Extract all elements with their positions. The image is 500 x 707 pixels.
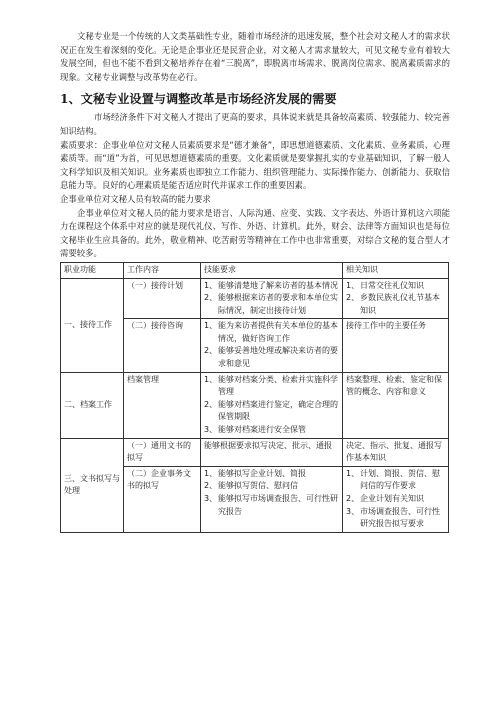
- content-cell: （二）接待咨询: [124, 319, 201, 372]
- knowledge-cell: 决定、指示、批复、通报写作基本知识: [343, 438, 449, 466]
- skill-item: 能为来访者提供有关本单位的基本情况，做好咨询工作: [218, 321, 338, 343]
- table-header-cell: 技能要求: [201, 262, 343, 278]
- document-page: [60, 30, 450, 533]
- knowledge-item: 企业计划有关知识: [360, 494, 424, 503]
- paragraph-ability: 企事业单位对文秘人员的能力要求是语言、人际沟通、应变、实践、文字表达、外语计算机这六项能力在课程这个体系中对应的就是现代礼仪、写作、外语、计算机。此外，财会、法律等方面知识也是每位文秘毕业生应具备的。此外，敬业精神、吃苦耐劳等精神在工作中也非常重要，对综合文秘的复合型人才需要较多。: [60, 207, 450, 259]
- skills-table: [60, 262, 449, 533]
- table-row: [61, 372, 449, 438]
- paragraph-market: 市场经济条件下对文秘人才提出了更高的要求，具体说来就是具备较高素质、较强能力、较完善知识结构。: [60, 112, 450, 136]
- knowledge-item: 日常交往礼仪知识: [360, 280, 424, 290]
- skills-cell: 1、 能够清楚地了解来访者的基本情况 2、 能够根据来访者的要求和本单位实际情况，制定出接待计划: [201, 278, 343, 319]
- skill-item: 能够根据来访者的要求和本单位实际情况，制定出接待计划: [218, 293, 338, 315]
- knowledge-item: 乡数民族礼仪礼节基本知识: [360, 293, 440, 315]
- knowledge-cell: 1、 日常交往礼仪知识 2、 乡数民族礼仪礼节基本知识: [343, 278, 449, 319]
- knowledge-cell: 接待工作中的主要任务: [343, 319, 449, 372]
- skill-item: 能够对档案进行鉴定，确定合理的保管期限: [218, 399, 338, 422]
- table-header-cell: 职业功能: [61, 262, 124, 278]
- paragraph-quality: 素质要求：企事业单位对文秘人员素质要求是“德才兼备”，即思想道德素质、文化素质、业务素质、心理素质等。而“道”为首，可见思想道德素质的重要。文化素质就是要掌握扎实的专业基础知识，了解一般人文科学知识及相关知识。业务素质也即独立工作能力、组织管理能力、实际操作能力、创新能力、获取信息能力等。良好的心理素质是能否适应时代并谋求工作的重要因素。: [60, 139, 450, 191]
- skills-cell: 1、 能为来访者提供有关本单位的基本情况，做好咨询工作 2、 能够妥善地处理或解决来访者的要求和意见: [201, 319, 343, 372]
- intro-paragraph: 文秘专业是一个传统的人文类基础性专业，随着市场经济的迅速发展，整个社会对文秘人才的需求状况正在发生着深刻的变化。无论是企事业还是民营企业，对文秘人才需求量较大，可见文秘专业有着较大发展空间，但也不能不看到文秘培养存在着“三脱离”，即脱离市场需求、脱离岗位需求、脱离素质需求的现象。文秘专业调整与改革势在必行。: [60, 31, 450, 82]
- content-cell: （一）通用文书的拟写: [124, 438, 201, 466]
- skill-item: 能够清楚地了解来访者的基本情况: [218, 280, 338, 290]
- paragraph-ability-heading: 企事业单位对文秘人员有较高的能力要求: [60, 193, 211, 204]
- skill-item: 能够拟写市场调查报告、可行性研究报告: [218, 494, 338, 516]
- skill-item: 能够拟写企业计划、简报: [218, 468, 306, 478]
- skill-item: 能够对档案分类、检索并实施科学管理: [218, 374, 338, 397]
- table-row: [61, 438, 449, 466]
- function-cell: 三、文书拟写与处理: [61, 438, 124, 532]
- skill-item: 能够对档案进行安全保管: [218, 425, 306, 435]
- skill-item: 能够妥善地处理或解决来访者的要求和意见: [218, 346, 338, 369]
- skills-cell: 1、 能够对档案分类、检索并实施科学管理 2、 能够对档案进行鉴定，确定合理的保管期限 3、 能够对档案进行安全保管: [201, 372, 343, 438]
- content-cell: （一）接待计划: [124, 278, 201, 319]
- function-cell: 一、接待工作: [61, 278, 124, 372]
- section-heading: 1、文秘专业设置与调整改革是市场经济发展的需要: [60, 92, 337, 107]
- skills-cell: 1、 能够拟写企业计划、简报 2、 能够拟写贺信、慰问信 3、 能够拟写市场调查报告、可行性研究报告: [201, 466, 343, 532]
- knowledge-cell: 档案整理、检索、鉴定和保管的概念、内容和意义: [343, 372, 449, 438]
- knowledge-cell: 1、 计划、简报、贺信、慰问信的写作要求 2、 企业计划有关知识 3、 市场调查报告、可行性研究报告拟写要求: [343, 466, 449, 532]
- table-header-row: [61, 262, 449, 278]
- function-cell: 二、档案工作: [61, 372, 124, 438]
- table-row: [61, 278, 449, 319]
- skill-item: 能够拟写贺信、慰问信: [218, 481, 298, 491]
- table-header-cell: 相关知识: [343, 262, 449, 278]
- skills-cell: 能够根据要求拟写决定、批示、通报: [201, 438, 343, 466]
- table-header-cell: 工作内容: [124, 262, 201, 278]
- knowledge-item: 市场调查报告、可行性研究报告拟写要求: [360, 506, 440, 529]
- content-cell: 档案管理: [124, 372, 201, 438]
- knowledge-item: 计划、简报、贺信、慰问信的写作要求: [360, 468, 440, 491]
- content-cell: （二）企业事务文书的拟写: [124, 466, 201, 532]
